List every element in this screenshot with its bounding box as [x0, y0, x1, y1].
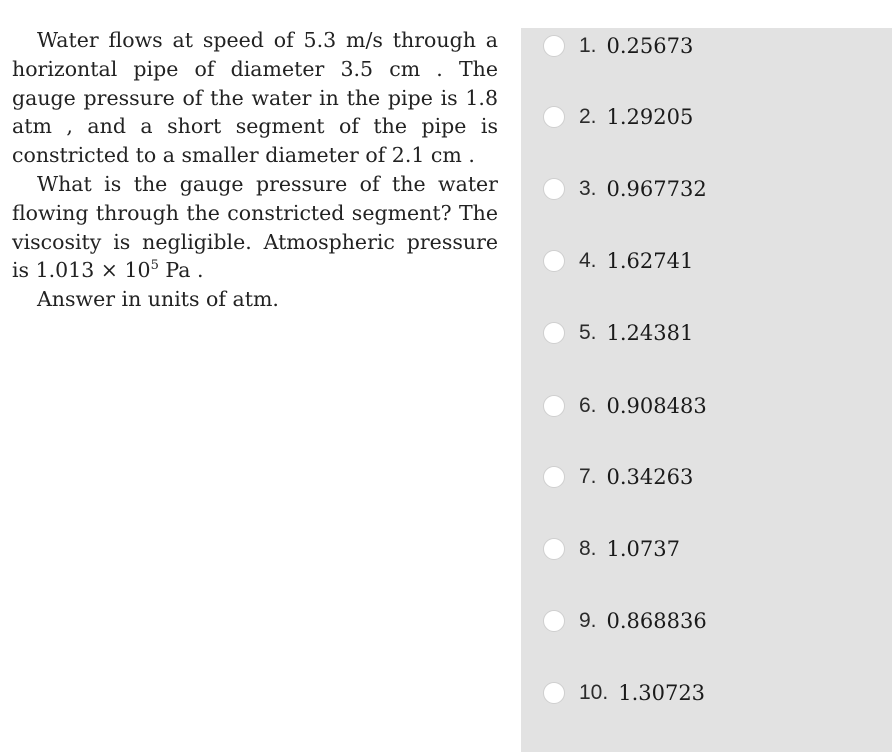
question-paragraph-1: Water flows at speed of 5.3 m/s through a horizontal pipe of diameter 3.5 cm . The gauge pressure of the water in the pipe is 1.8 atm , and a short segment of the pipe is constricted to a smaller diameter of 2.1 cm .	[12, 28, 498, 168]
answer-option-6[interactable]	[543, 391, 707, 421]
answer-option-7[interactable]	[543, 462, 693, 492]
answer-option-3[interactable]	[543, 174, 707, 204]
answer-option-4[interactable]	[543, 246, 693, 276]
option-value: 0.25673	[606, 34, 694, 58]
option-value: 1.24381	[606, 321, 694, 345]
answer-option-8[interactable]	[543, 534, 680, 564]
answer-option-9[interactable]	[543, 606, 707, 636]
option-value: 1.29205	[606, 105, 694, 129]
option-value: 1.30723	[618, 681, 706, 705]
answer-option-2[interactable]	[543, 102, 693, 132]
question-paragraph-2	[12, 170, 498, 285]
question-paragraph-2-unit: Pa .	[158, 258, 204, 283]
option-number: 8.	[579, 537, 597, 560]
option-value: 0.908483	[606, 394, 707, 418]
answer-option-5[interactable]	[543, 318, 693, 348]
question-text	[12, 26, 498, 314]
radio-button-icon[interactable]	[543, 466, 565, 488]
option-number: 2.	[579, 105, 597, 128]
radio-button-icon[interactable]	[543, 35, 565, 57]
question-paragraph-2-text: What is the gauge pressure of the water flowing through the constricted segment? The viscosity is negligible. Atmospheric pressure is 1.013 × 10	[12, 171, 498, 283]
option-number: 10.	[579, 681, 609, 704]
option-value: 1.0737	[606, 537, 680, 561]
option-number: 6.	[579, 394, 597, 417]
radio-button-icon[interactable]	[543, 395, 565, 417]
option-number: 1.	[579, 34, 597, 57]
option-value: 0.34263	[606, 465, 694, 489]
option-number: 3.	[579, 177, 597, 200]
radio-button-icon[interactable]	[543, 106, 565, 128]
radio-button-icon[interactable]	[543, 178, 565, 200]
option-value: 1.62741	[606, 249, 694, 273]
answer-option-1[interactable]	[543, 31, 693, 61]
answer-choices-panel	[521, 28, 892, 752]
option-value: 0.967732	[606, 177, 707, 201]
radio-button-icon[interactable]	[543, 682, 565, 704]
radio-button-icon[interactable]	[543, 322, 565, 344]
exponent: 5	[150, 258, 159, 274]
radio-button-icon[interactable]	[543, 250, 565, 272]
answer-option-10[interactable]	[543, 678, 705, 708]
question-paragraph-3: Answer in units of atm.	[37, 287, 279, 312]
radio-button-icon[interactable]	[543, 538, 565, 560]
option-number: 4.	[579, 249, 597, 272]
option-number: 9.	[579, 609, 597, 632]
radio-button-icon[interactable]	[543, 610, 565, 632]
option-value: 0.868836	[606, 609, 707, 633]
option-number: 7.	[579, 465, 597, 488]
option-number: 5.	[579, 321, 597, 344]
